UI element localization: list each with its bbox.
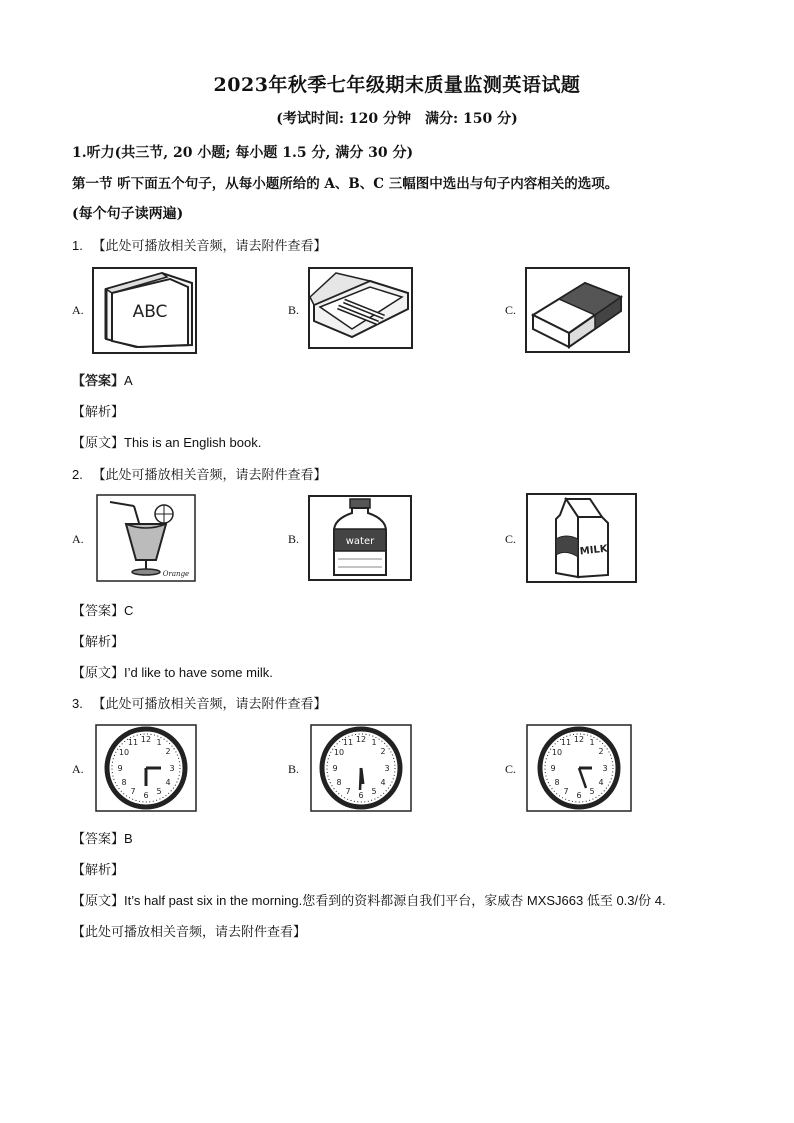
option-label-b: B. [288,532,300,546]
water-label: water [345,536,375,547]
eraser-icon[interactable] [525,267,630,353]
audio-prompt[interactable]: 【此处可播放相关音频，请去附件查看】 [92,467,327,482]
orange-juice-icon[interactable] [96,494,196,582]
section-instruction: 第一节 听下面五个句子，从每小题所给的 A、B、C 三幅图中选出与句子内容相关的选项。 [72,176,619,192]
svg-text:8: 8 [336,778,342,787]
svg-text:4: 4 [380,778,386,787]
svg-text:12: 12 [573,735,585,744]
svg-text:7: 7 [345,787,351,796]
svg-text:5: 5 [371,787,377,796]
clock-icon[interactable] [95,724,197,812]
exam-info: (考试时间: 120 分钟 满分: 150 分) [276,111,518,127]
option-label-a: A. [72,762,84,776]
svg-text:3: 3 [602,764,608,773]
svg-text:10: 10 [118,748,130,757]
svg-text:3: 3 [384,764,390,773]
book-icon[interactable] [92,267,197,354]
audio-prompt[interactable]: 【此处可播放相关音频，请去附件查看】 [92,696,327,711]
option-label-a: A. [72,532,84,546]
svg-text:9: 9 [550,764,556,773]
svg-text:7: 7 [563,787,569,796]
section-heading: 1.听力(共三节, 20 小题; 每小题 1.5 分, 满分 30 分) [72,145,414,161]
svg-text:11: 11 [342,738,354,747]
svg-text:4: 4 [598,778,604,787]
svg-text:7: 7 [130,787,136,796]
svg-text:2: 2 [598,747,604,756]
option-label-b: B. [288,762,300,776]
section-note: (每个句子读两遍) [72,206,184,222]
question-3 [72,693,326,712]
svg-text:8: 8 [554,778,560,787]
svg-text:5: 5 [156,787,162,796]
answer-2 [72,600,133,619]
transcript-text: I’d like to have some milk. [124,665,273,680]
transcript-text: This is an English book. [124,435,262,450]
answer-value: A [124,373,133,388]
svg-text:11: 11 [560,738,572,747]
svg-text:12: 12 [355,735,367,744]
option-label-c: C. [505,303,517,317]
clock-icon[interactable] [526,724,632,812]
option-label-c: C. [505,532,517,546]
milk-label: MILK [579,543,609,558]
water-bottle-icon[interactable] [308,495,412,581]
milk-carton-icon[interactable] [526,493,637,583]
option-label-c: C. [505,762,517,776]
analysis-1: 【解析】 [72,404,125,419]
svg-text:9: 9 [332,764,338,773]
svg-text:8: 8 [121,778,127,787]
svg-text:10: 10 [333,748,345,757]
transcript-2 [72,662,273,681]
answer-value: C [124,603,134,618]
svg-text:2: 2 [380,747,386,756]
answer-tag: 【答案】 [72,831,125,846]
answer-value: B [124,831,133,846]
transcript-tag: 【原文】 [72,435,125,450]
svg-text:12: 12 [140,735,152,744]
transcript-3 [72,890,666,909]
answer-3 [72,828,133,847]
next-audio-prompt[interactable]: 【此处可播放相关音频，请去附件查看】 [72,924,307,939]
svg-text:1: 1 [156,738,162,747]
option-label-b: B. [288,303,300,317]
svg-text:3: 3 [169,764,175,773]
question-2 [72,464,326,483]
pencil-box-icon[interactable] [308,267,413,349]
clock-icon[interactable] [310,724,412,812]
answer-tag: 【答案】 [72,603,125,618]
svg-text:6: 6 [576,791,582,800]
svg-text:6: 6 [358,791,364,800]
transcript-text: It’s half past six in the morning.您看到的资料都源自我们平台，家威杏 MXSJ663 低至 0.3/份 4. [124,893,666,908]
analysis-3: 【解析】 [72,862,125,877]
svg-text:5: 5 [589,787,595,796]
svg-text:4: 4 [165,778,171,787]
page-title: 2023年秋季七年级期末质量监测英语试题 [213,74,581,96]
answer-tag: 【答案】 [72,373,125,388]
svg-text:10: 10 [551,748,563,757]
svg-text:11: 11 [127,738,139,747]
option-label-a: A. [72,303,84,317]
question-1 [72,235,326,254]
svg-text:2: 2 [165,747,171,756]
book-label: ABC [132,302,168,322]
question-number: 2. [72,467,83,482]
transcript-tag: 【原文】 [72,893,125,908]
orange-label: Orange [162,570,190,578]
answer-1 [72,370,133,389]
svg-text:6: 6 [143,791,149,800]
question-number: 3. [72,696,83,711]
question-number: 1. [72,238,83,253]
analysis-2: 【解析】 [72,634,125,649]
svg-text:9: 9 [117,764,123,773]
svg-text:1: 1 [371,738,377,747]
svg-text:1: 1 [589,738,595,747]
transcript-1 [72,432,261,451]
audio-prompt[interactable]: 【此处可播放相关音频，请去附件查看】 [92,238,327,253]
transcript-tag: 【原文】 [72,665,125,680]
